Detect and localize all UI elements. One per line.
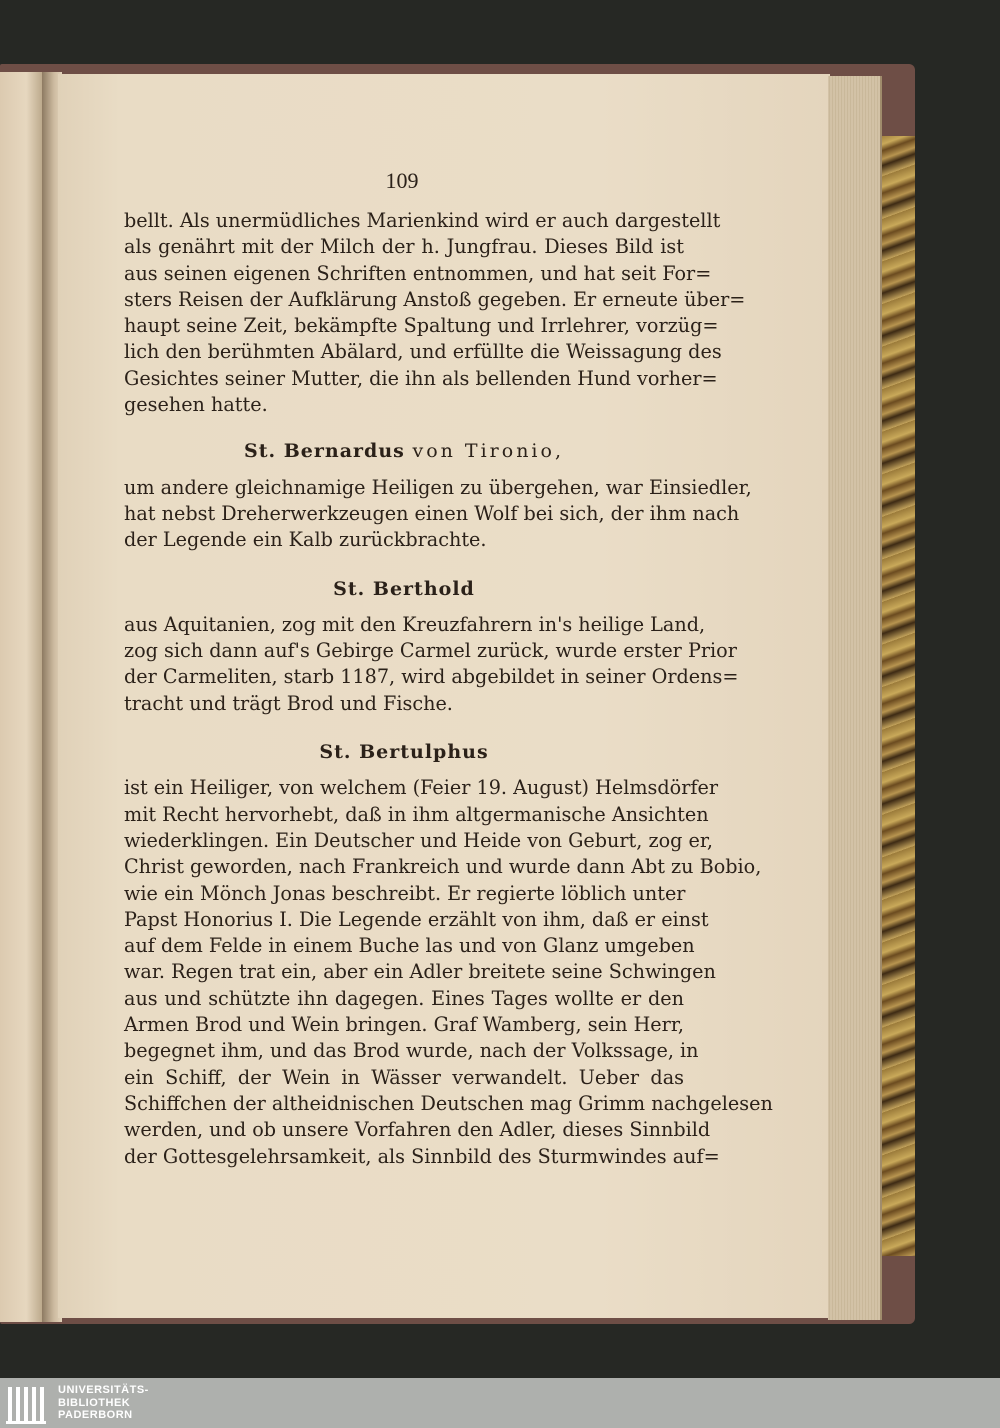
text-line: Gesichtes seiner Mutter, die ihn als bellenden Hund vorher= [124,366,718,390]
page-number: 109 [385,168,419,193]
text-line: mit Recht hervorhebt, daß in ihm altgermanische Ansichten [124,802,709,826]
library-name-line: BIBLIOTHEK [58,1396,131,1409]
section-heading-bertulphus: St. Bertulphus [319,741,489,764]
text-line: begegnet ihm, und das Brod wurde, nach der Volkssage, in [124,1039,699,1063]
text-line: Christ geworden, nach Frankreich und wurde dann Abt zu Bobio, [124,855,762,879]
text-line: tracht und trägt Brod und Fische. [124,691,453,715]
library-name-line: UNIVERSITÄTS- [58,1384,149,1396]
text-line: war. Regen trat ein, aber ein Adler breitete seine Schwingen [124,960,716,984]
left-page [0,72,44,1322]
text-line: haupt seine Zeit, bekämpfte Spaltung und Irrlehrer, vorzüg= [124,314,719,338]
library-footer [0,1378,1000,1428]
text-line: gesehen hatte. [124,393,268,417]
text-line: der Gottesgelehrsamkeit, als Sinnbild des Sturmwindes auf= [124,1144,720,1168]
text-line: lich den berühmten Abälard, und erfüllte die Weissagung des [124,340,722,364]
heading-suffix: von Tironio, [412,440,564,463]
text-line: um andere gleichnamige Heiligen zu übergehen, war Einsiedler, [124,475,752,499]
heading-name: St. Bernardus [244,440,405,463]
text-line: wiederklingen. Ein Deutscher und Heide von Geburt, zog er, [124,828,714,852]
text-line: Armen Brod und Wein bringen. Graf Wamberg, sein Herr, [124,1013,684,1037]
section-paragraph-bertulphus [124,775,773,1169]
section-heading-berthold: St. Berthold [333,577,475,600]
text-line: bellt. Als unermüdliches Marienkind wird er auch dargestellt [124,209,721,232]
text-line: aus seinen eigenen Schriften entnommen, und hat seit For= [124,261,712,285]
text-line: Papst Honorius I. Die Legende erzählt von ihm, daß er einst [124,907,709,931]
text-line: aus Aquitanien, zog mit den Kreuzfahrern in's heilige Land, [124,612,706,636]
text-line: ist ein Heiliger, von welchem (Feier 19. August) Helmsdörfer [124,776,719,800]
text-line: Schiffchen der altheidnischen Deutschen mag Grimm nachgelesen [124,1091,773,1115]
text-line: der Carmeliten, starb 1187, wird abgebildet in seiner Ordens= [124,665,739,689]
text-line: ein Schiff, der Wein in Wässer verwandelt. Ueber das [124,1065,684,1089]
section-heading-bernardus [124,438,684,464]
text-line: als genährt mit der Milch der h. Jungfrau. Dieses Bild ist [124,235,684,259]
section-paragraph-bernardus [124,475,752,554]
page-edges [828,76,882,1320]
text-line: hat nebst Dreherwerkzeugen einen Wolf bei sich, der ihm nach [124,501,740,525]
text-line: auf dem Felde in einem Buche las und von Glanz umgeben [124,934,695,958]
text-line: zog sich dann auf's Gebirge Carmel zurück, wurde erster Prior [124,639,737,663]
text-line: wie ein Mönch Jonas beschreibt. Er regierte löblich unter [124,881,686,905]
text-line: aus und schützte ihn dagegen. Eines Tages wollte er den [124,986,684,1010]
text-line: werden, und ob unsere Vorfahren den Adler, dieses Sinnbild [124,1118,711,1142]
section-paragraph-berthold [124,612,739,717]
text-line: sters Reisen der Aufklärung Anstoß gegeben. Er erneute über= [124,287,746,311]
library-logo-icon [6,1383,50,1425]
text-line: der Legende ein Kalb zurückbrachte. [124,528,487,552]
page-text [124,208,773,1170]
library-name [58,1384,149,1422]
intro-paragraph [124,208,746,418]
library-name-line: PADERBORN [58,1409,133,1421]
